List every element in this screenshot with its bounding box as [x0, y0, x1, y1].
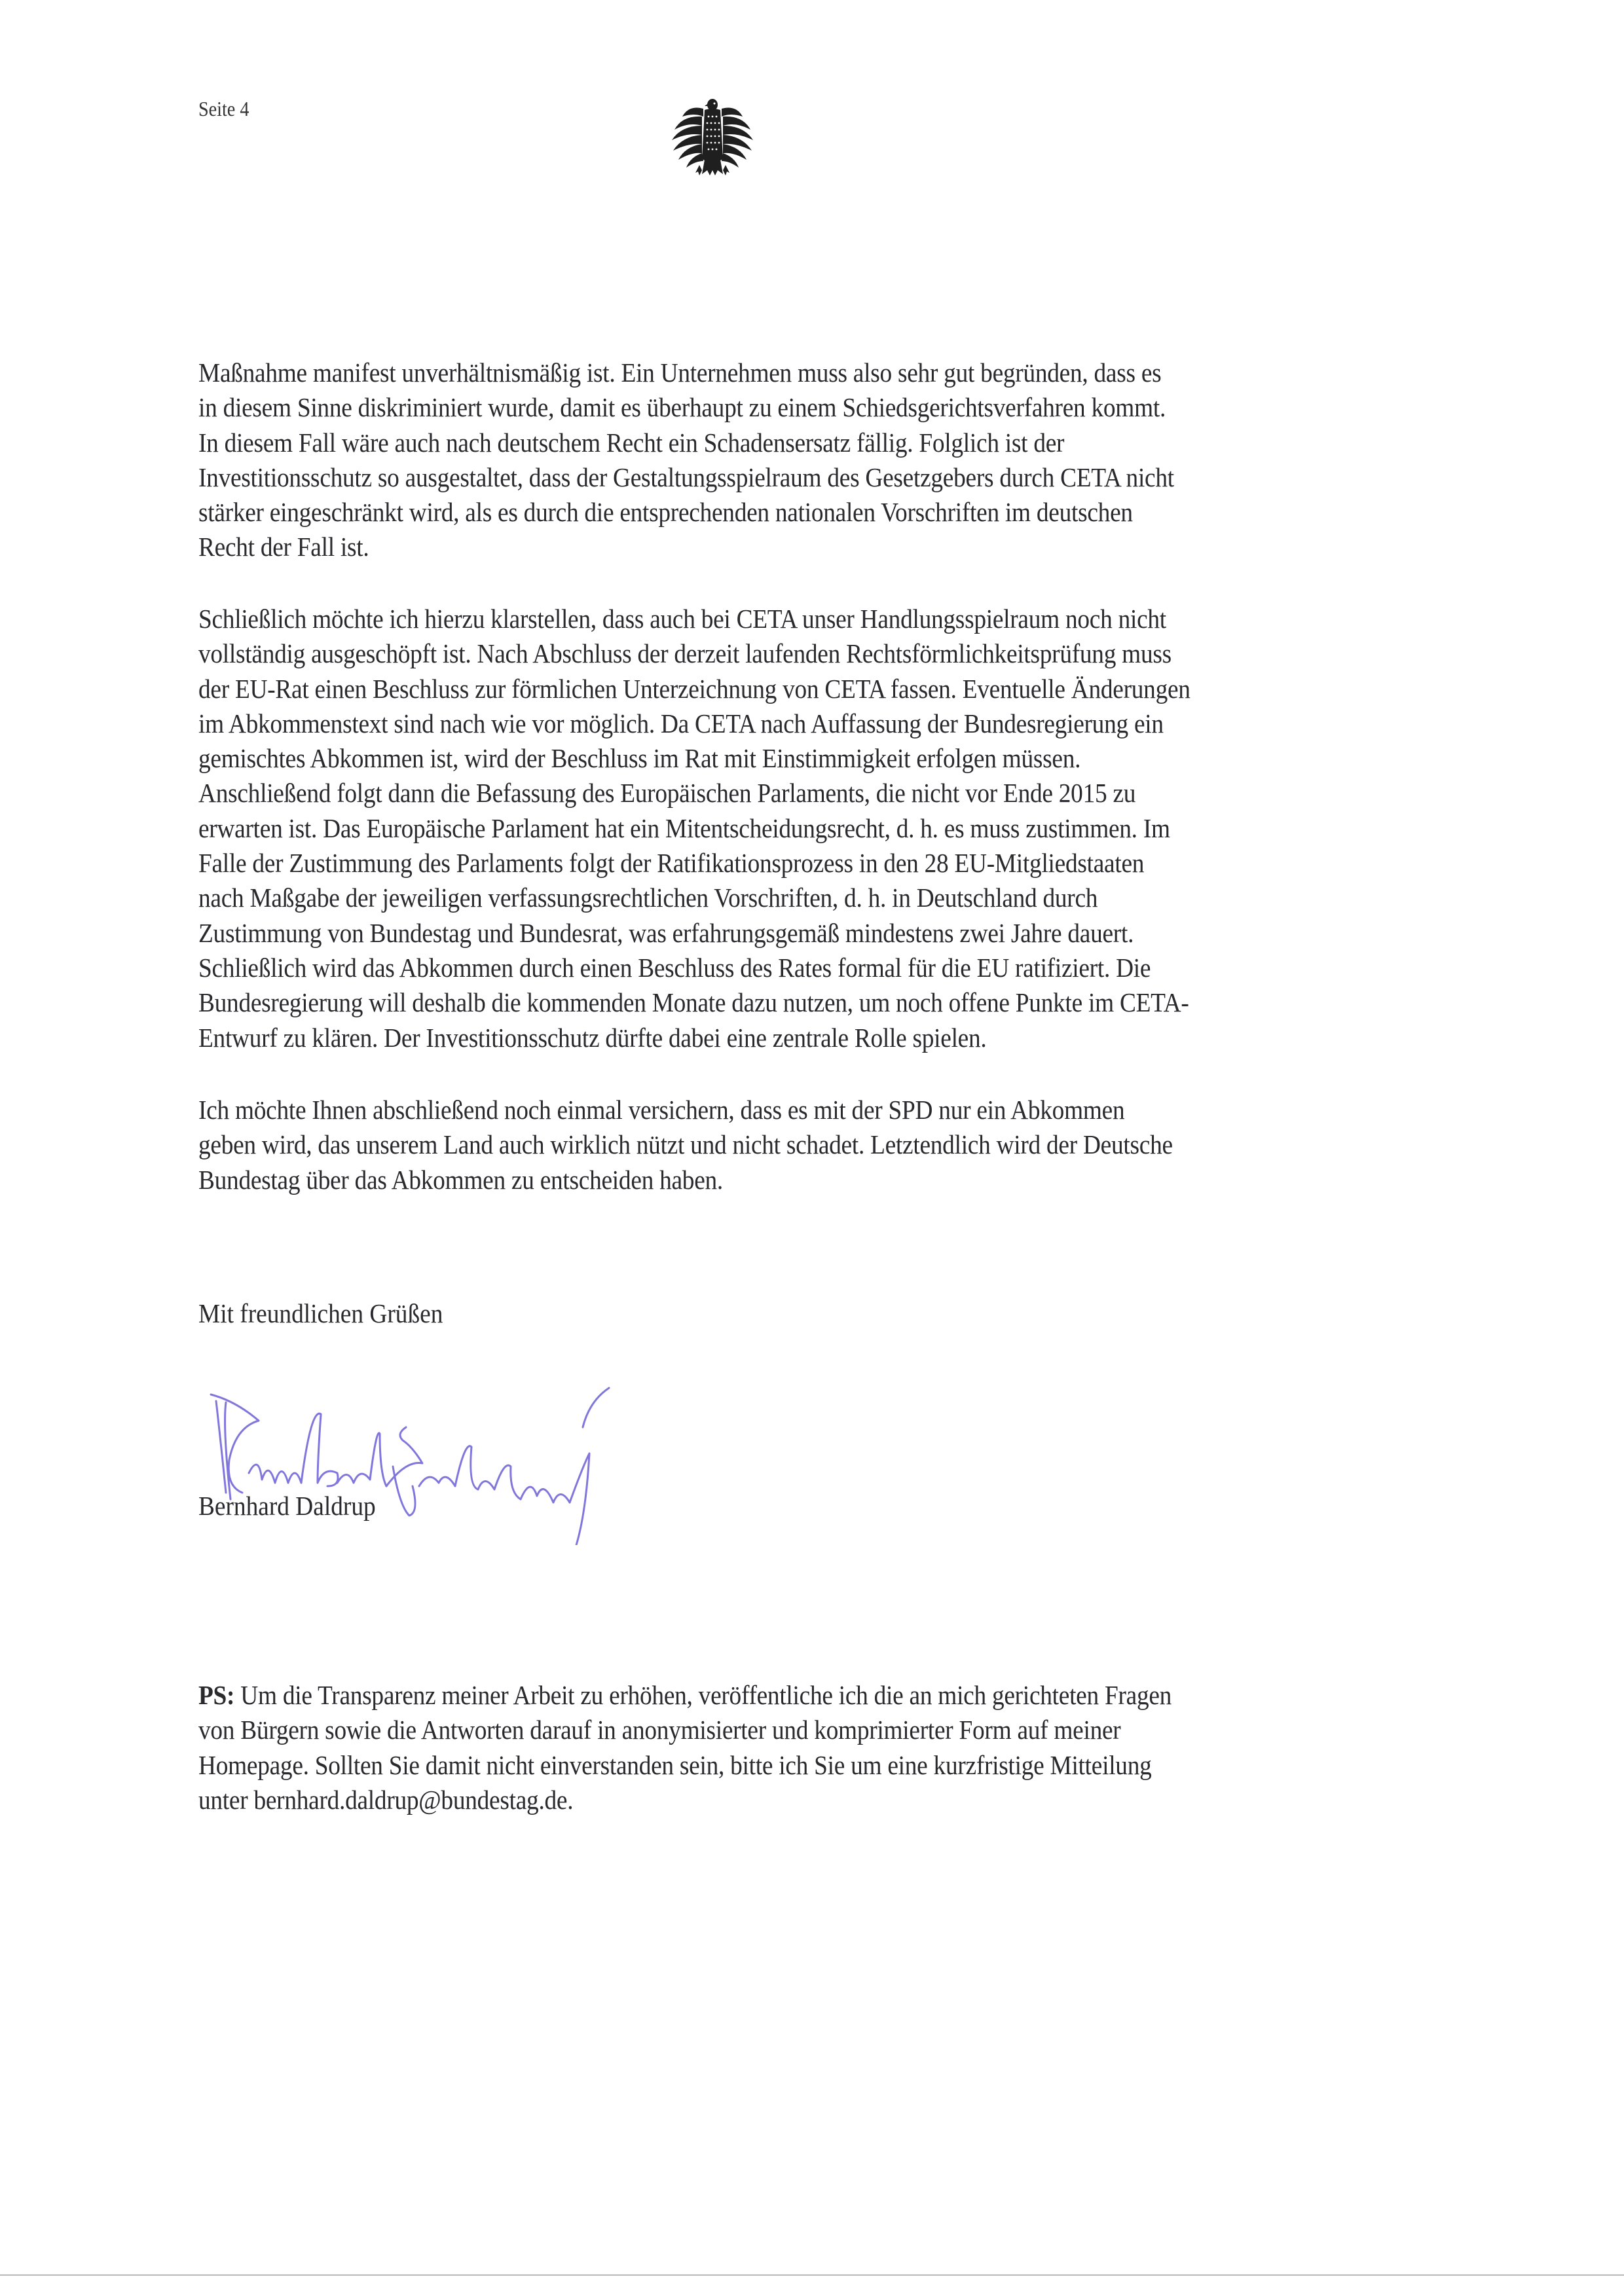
text-line: Schließlich möchte ich hierzu klarstellen, dass auch bei CETA unser Handlungsspielraum noch nicht	[198, 604, 1166, 634]
ps-line: unter bernhard.daldrup@bundestag.de.	[198, 1784, 574, 1815]
text-line: Schließlich wird das Abkommen durch einen Beschluss des Rates formal für die EU ratifiziert. Die	[198, 952, 1151, 983]
scan-edge-line	[0, 2274, 1624, 2276]
text-line: vollständig ausgeschöpft ist. Nach Abschluss der derzeit laufenden Rechtsförmlichkeitsprüfung muss	[198, 638, 1172, 669]
ps-line: Homepage. Sollten Sie damit nicht einverstanden sein, bitte ich Sie um eine kurzfristige Mitteilung	[198, 1749, 1152, 1780]
text-line: Zustimmung von Bundestag und Bundesrat, was erfahrungsgemäß mindestens zwei Jahre dauert.	[198, 917, 1134, 948]
paragraph-3	[198, 1093, 1521, 1197]
text-line: Recht der Fall ist.	[198, 532, 369, 562]
text-line: stärker eingeschränkt wird, als es durch die entsprechenden nationalen Vorschriften im deutschen	[198, 497, 1133, 528]
ps-text: Um die Transparenz meiner Arbeit zu erhöhen, veröffentliche ich die an mich gerichteten Fragen	[234, 1680, 1172, 1710]
text-line: Ich möchte Ihnen abschließend noch einmal versichern, dass es mit der SPD nur ein Abkommen	[198, 1095, 1125, 1125]
signer-name: Bernhard Daldrup	[198, 1491, 376, 1521]
text-line: Bundesregierung will deshalb die kommenden Monate dazu nutzen, um noch offene Punkte im CETA-	[198, 987, 1189, 1018]
text-line: Entwurf zu klären. Der Investitionsschutz dürfte dabei eine zentrale Rolle spielen.	[198, 1022, 987, 1053]
ps-label: PS:	[198, 1680, 235, 1710]
text-line: Maßnahme manifest unverhältnismäßig ist. Ein Unternehmen muss also sehr gut begründen, dass es	[198, 357, 1162, 388]
postscript	[198, 1678, 1521, 1817]
text-line: Anschließend folgt dann die Befassung des Europäischen Parlaments, die nicht vor Ende 2015 zu	[198, 778, 1136, 809]
ps-line	[198, 1678, 1389, 1713]
closing-salutation: Mit freundlichen Grüßen	[198, 1298, 443, 1328]
text-line: in diesem Sinne diskriminiert wurde, damit es überhaupt zu einem Schiedsgerichtsverfahren kommt.	[198, 392, 1166, 423]
text-line: Falle der Zustimmung des Parlaments folgt der Ratifikationsprozess in den 28 EU-Mitgliedstaaten	[198, 848, 1145, 879]
page-number: Seite 4	[198, 97, 249, 120]
text-line: erwarten ist. Das Europäische Parlament hat ein Mitentscheidungsrecht, d. h. es muss zustimmen. Im	[198, 812, 1170, 843]
ps-line: von Bürgern sowie die Antworten darauf in anonymisierter und komprimierter Form auf meiner	[198, 1715, 1121, 1745]
paragraph-1	[198, 355, 1521, 565]
text-line: Investitionsschutz so ausgestaltet, dass der Gestaltungsspielraum des Gesetzgebers durch CETA nicht	[198, 462, 1174, 492]
text-line: nach Maßgabe der jeweiligen verfassungsrechtlichen Vorschriften, d. h. in Deutschland durch	[198, 883, 1098, 913]
text-line: geben wird, das unserem Land auch wirklich nützt und nicht schadet. Letztendlich wird der Deutsche	[198, 1129, 1173, 1160]
text-line: Bundestag über das Abkommen zu entscheiden haben.	[198, 1164, 723, 1195]
text-line: In diesem Fall wäre auch nach deutschem Recht ein Schadensersatz fällig. Folglich ist der	[198, 427, 1065, 458]
paragraph-2	[198, 602, 1521, 1055]
text-line: im Abkommenstext sind nach wie vor möglich. Da CETA nach Auffassung der Bundesregierung ein	[198, 708, 1164, 738]
text-line: der EU-Rat einen Beschluss zur förmlichen Unterzeichnung von CETA fassen. Eventuelle Änderungen	[198, 673, 1190, 704]
bundesadler-eagle-icon	[663, 97, 762, 179]
text-line: gemischtes Abkommen ist, wird der Beschluss im Rat mit Einstimmigkeit erfolgen müssen.	[198, 743, 1081, 774]
